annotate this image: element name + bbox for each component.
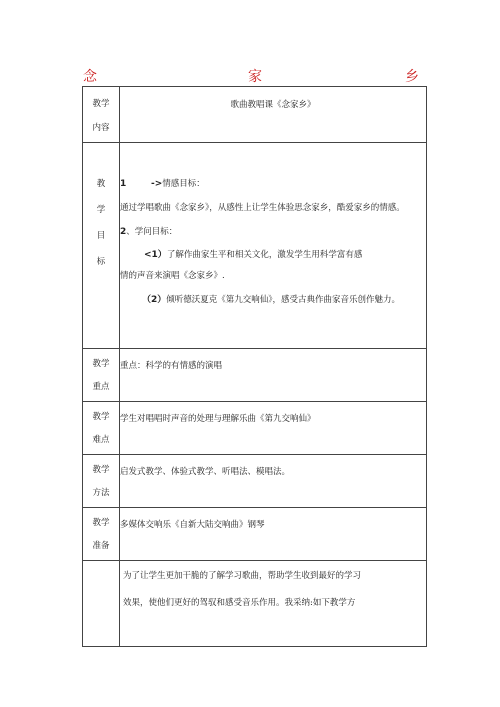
label-text: 教学 <box>92 99 110 109</box>
row-goals <box>83 143 427 349</box>
subgoal-1: <1）了解作曲家生平和相关文化，激发学生用科学富有感 <box>144 250 363 260</box>
subgoal-2: （2）倾听德沃夏克《第九交响仙》，感受古典作曲家音乐创作魅力。 <box>142 295 401 305</box>
row-content <box>83 87 427 143</box>
goal-1-heading: 1 ->情感目标： <box>120 179 205 189</box>
difficulty-cell <box>120 402 427 455</box>
label-cell <box>83 87 120 143</box>
label-text: 教学 <box>92 412 110 422</box>
label-text: 教学 <box>92 518 110 528</box>
goal-1-description: 通过学唱歌曲《念家乡》，从感性上让学生体验思念家乡，酷爱家乡的情感。 <box>120 203 405 213</box>
lesson-plan-table <box>82 86 427 647</box>
label-cell <box>83 349 120 402</box>
label-cell <box>83 402 120 455</box>
difficulty-text: 学生对唱唱时声音的处理与理解乐曲《第九交响仙》 <box>120 414 316 424</box>
label-text: 方法 <box>92 488 110 498</box>
label-text: 目 <box>96 231 106 241</box>
label-cell <box>83 508 120 561</box>
focus-text: 重点：科学的有情感的演唱 <box>120 361 223 371</box>
row-process <box>83 561 427 647</box>
label-cell <box>83 455 120 508</box>
label-text: 教 <box>96 179 106 189</box>
process-cell <box>120 561 427 647</box>
label-text: 标 <box>96 257 106 267</box>
row-preparation <box>83 508 427 561</box>
label-text: 准备 <box>92 541 110 551</box>
label-cell <box>83 561 120 647</box>
label-text: 教学 <box>92 359 110 369</box>
process-line-2: 效果，使他们更好的驾驭和感受音乐作用。我采纳:如下教学方 <box>123 598 356 608</box>
label-text: 学 <box>96 205 106 215</box>
goals-cell <box>120 143 427 349</box>
row-method <box>83 455 427 508</box>
title-char-2: 家 <box>248 69 262 85</box>
label-text: 内容 <box>92 123 110 133</box>
title-char-3: 乡 <box>405 69 419 85</box>
content-cell <box>120 87 427 143</box>
label-text: 教学 <box>92 465 110 475</box>
label-text: 重点 <box>92 382 110 392</box>
focus-cell <box>120 349 427 402</box>
subgoal-1-continued: 情的声音来演唱《念家乡》. <box>120 271 225 281</box>
content-text: 歌曲教唱课《念家乡》 <box>230 100 316 110</box>
row-focus <box>83 349 427 402</box>
preparation-cell <box>120 508 427 561</box>
document-title <box>83 66 419 86</box>
goal-2-heading: 2、学问目标： <box>120 227 178 237</box>
method-text: 启发式教学、体验式教学、听唱法、模唱法。 <box>120 467 291 477</box>
method-cell <box>120 455 427 508</box>
row-difficulty <box>83 402 427 455</box>
label-text: 难点 <box>92 435 110 445</box>
label-cell <box>83 143 120 349</box>
process-line-1: 为了让学生更加干脆的了解学习歌曲，帮助学生收到最好的学习 <box>123 571 362 581</box>
title-char-1: 念 <box>83 69 97 85</box>
preparation-text: 多媒体交响乐《自新大陆交响曲》钢琴 <box>120 520 265 530</box>
